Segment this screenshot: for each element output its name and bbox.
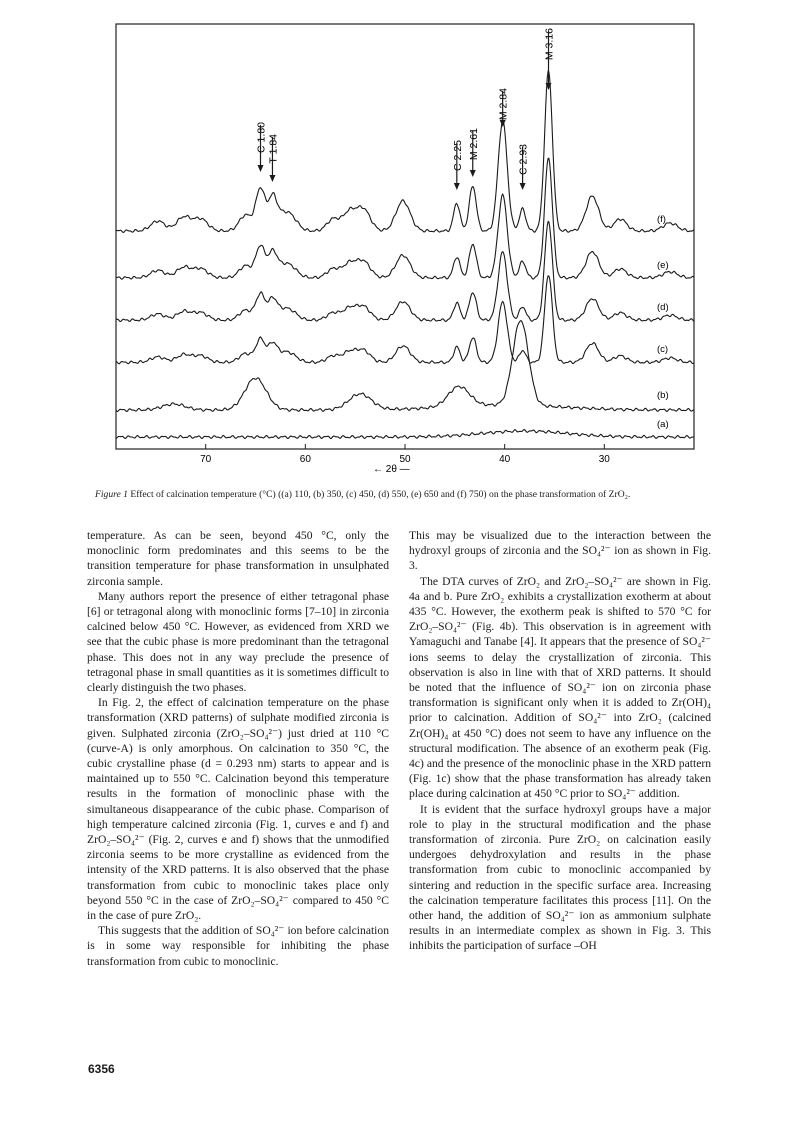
xrd-curve	[116, 222, 694, 322]
peak-arrowhead	[520, 183, 526, 190]
right-column	[409, 528, 711, 954]
peak-label: M 3.16	[543, 28, 556, 61]
curve-label: (e)	[657, 260, 669, 271]
left-column	[87, 528, 389, 969]
paragraph: The DTA curves of ZrO₂ and ZrO₂–SO₄²⁻ are shown in Fig. 4a and b. Pure ZrO₂ exhibits a crystallization exotherm at about 435 °C. However, the exotherm peak is shifted to 570 °C for ZrO₂–SO₄²⁻ (Fig. 4b). This observation is in agreement with Yamaguchi and Tanabe [4]. It appears that the presence of SO₄²⁻ ions seems to delay the crystallization of zirconia. This observation is also in line with that of XRD patterns. It should be noted that the influence of SO₄²⁻ ion on zirconia phase transformation is significant only when it is added to Zr(OH)₄ prior to calcination. Addition of SO₄²⁻ into ZrO₂ (calcined Zr(OH)₄ at 450 °C) does not seem to have any influence on the structural modification. The absence of an exotherm peak (Fig. 4c) and the presence of the monoclinic phase in the XRD pattern (Fig. 1c) show that the phase transformation has already taken place during calcination at 450 °C prior to SO₄²⁻ addition.	[409, 574, 711, 801]
peak-markers	[256, 28, 556, 190]
curve-label: (d)	[657, 302, 669, 313]
curve-label: (c)	[657, 344, 669, 355]
paragraph: Many authors report the presence of either tetragonal phase [6] or tetragonal along with monoclinic forms [7–10] in zirconia calcined below 450 °C. However, as evidenced from XRD we see that the cubic phase is more predominant than the tetragonal phase. This does not in any way preclude the presence of tetragonal phase in small quantities as it is sometimes difficult to clearly distinguish the two phases.	[87, 589, 389, 695]
x-tick-label: 70	[200, 454, 212, 465]
curve-label: (f)	[657, 214, 666, 225]
paragraph: It is evident that the surface hydroxyl groups have a major role to play in the structural modification and the phase transformation of zirconia. Pure ZrO₂ on calcination easily undergoes dehydroxylation and results in the phase transformation from cubic to monoclinic accompanied by sintering and reduction in the specific surface area. Increasing the calcination temperature facilitates this process [11]. On the other hand, the addition of SO₄²⁻ ion as ammonium sulphate results in an intermediate complex as shown in Fig. 3. This inhibits the participation of surface –OH	[409, 802, 711, 953]
xrd-curve	[116, 71, 694, 232]
paragraph: temperature. As can be seen, beyond 450 °C, only the monoclinic form predominates and this seems to be the transition temperature for phase transformation in unsulphated zirconia sample.	[87, 529, 389, 588]
curve-label: (b)	[657, 390, 669, 401]
curve-label: (a)	[657, 419, 669, 430]
xrd-curve	[116, 276, 694, 364]
figure-caption-text: Effect of calcination temperature (°C) ((a) 110, (b) 350, (c) 450, (d) 550, (e) 650 and (f) 750) on the phase transformation of ZrO₂.	[127, 489, 631, 500]
peak-label: M 2.84	[497, 88, 510, 121]
peak-arrowhead	[258, 165, 264, 172]
xrd-curves	[116, 71, 694, 438]
x-tick-label: 50	[399, 454, 411, 465]
curve-labels	[657, 214, 669, 430]
xrd-curve	[116, 321, 694, 412]
paragraph: This suggests that the addition of SO₄²⁻ ion before calcination is in some way responsible for inhibiting the phase transformation from cubic to monoclinic.	[87, 924, 389, 968]
page-number: 6356	[88, 1062, 115, 1076]
peak-arrowhead	[470, 170, 476, 177]
xrd-figure	[105, 22, 705, 482]
paragraph: This may be visualized due to the interaction between the hydroxyl groups of zirconia and the SO₄²⁻ ion as shown in Fig. 3.	[409, 529, 711, 573]
xrd-curve	[116, 430, 694, 439]
peak-arrowhead	[454, 183, 460, 190]
x-tick-label: 30	[598, 454, 610, 465]
peak-arrowhead	[269, 175, 275, 182]
x-tick-label: 60	[299, 454, 311, 465]
figure-caption	[95, 489, 735, 501]
peak-label: C 2.25	[451, 140, 464, 171]
paragraph: In Fig. 2, the effect of calcination temperature on the phase transformation (XRD patterns) of sulphate modified zirconia is given. Sulphated zirconia (ZrO₂–SO₄²⁻) just dried at 110 °C (curve-A) is only amorphous. On calcination to 350 °C, the cubic crystalline phase (d = 0.293 nm) starts to appear and is maintained up to 550 °C. Calcination beyond this temperature results in the formation of monoclinic phase with the simultaneous disappearance of the cubic phase. Comparison of high temperature calcined zirconia (Fig. 1, curves e and f) and ZrO₂–SO₄²⁻ (Fig. 2, curves e and f) shows that the unmodified zirconia seems to be more crystalline as evidenced from the intensity of the XRD patterns. It is also observed that the phase transformation from cubic to monoclinic takes place only beyond 550 °C in the case of ZrO₂–SO₄²⁻ compared to 450 °C in the case of pure ZrO₂.	[87, 696, 389, 923]
peak-label: M 2.61	[467, 128, 480, 161]
x-axis-ticks	[200, 444, 610, 465]
x-axis-label: ← 2θ —	[373, 464, 410, 475]
x-tick-label: 40	[499, 454, 511, 465]
peak-label: T 1.84	[267, 134, 280, 164]
figure-caption-label: Figure 1	[95, 489, 128, 500]
peak-label: C 1.80	[255, 122, 268, 153]
peak-label: C 2.93	[517, 144, 530, 175]
plot-frame	[116, 24, 694, 449]
